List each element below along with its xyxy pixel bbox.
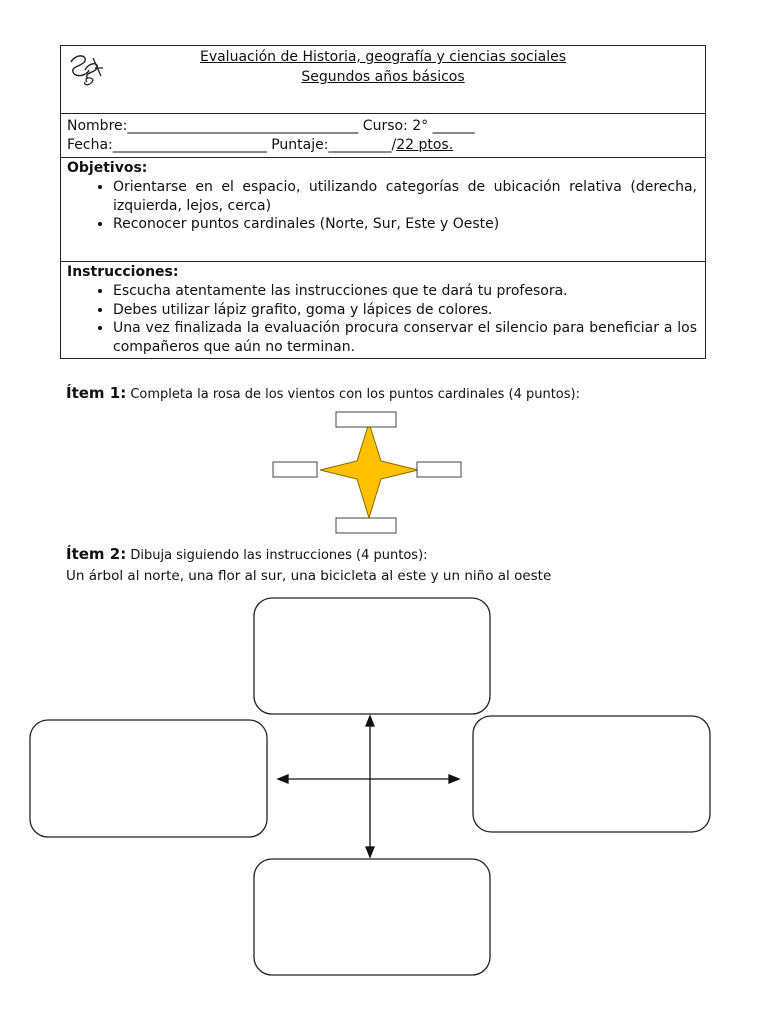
- compass-star-icon: [320, 423, 418, 518]
- item2-instruction: Un árbol al norte, una flor al sur, una bicicleta al este y un niño al oeste: [66, 568, 552, 584]
- objectives-heading: Objetivos:: [67, 160, 148, 176]
- page-subtitle: Segundos años básicos: [301, 69, 465, 85]
- cross-arrows: [278, 716, 459, 857]
- south-drawing-box[interactable]: [254, 859, 490, 975]
- date-field[interactable]: Fecha:______________________: [67, 137, 267, 153]
- instructions-heading: Instrucciones:: [67, 264, 179, 280]
- west-drawing-box[interactable]: [30, 720, 267, 837]
- instruction-item: • Escucha atentamente las instrucciones que te dará tu profesora.: [113, 282, 697, 301]
- objective-item: • Orientarse en el espacio, utilizando categorías de ubicación relativa (derecha, izquierda, lejos, cerca): [113, 178, 697, 215]
- east-drawing-box[interactable]: [473, 716, 710, 832]
- score-field[interactable]: Puntaje:_________/: [271, 137, 397, 153]
- north-drawing-box[interactable]: [254, 598, 490, 714]
- page-title: Evaluación de Historia, geografía y ciencias sociales: [199, 49, 567, 65]
- objective-item: • Reconocer puntos cardinales (Norte, Sur, Este y Oeste): [113, 215, 697, 234]
- item2-label: Ítem 2:: [66, 545, 127, 563]
- west-answer-box[interactable]: [273, 462, 317, 477]
- instruction-item: • Debes utilizar lápiz grafito, goma y lápices de colores.: [113, 301, 697, 320]
- name-field[interactable]: Nombre:_________________________________: [67, 118, 359, 134]
- south-answer-box[interactable]: [336, 518, 396, 533]
- item2-text: Dibuja siguiendo las instrucciones (4 puntos):: [130, 548, 428, 563]
- course-field[interactable]: Curso: 2° ______: [362, 118, 475, 134]
- score-total: 22 ptos.: [396, 137, 454, 153]
- east-answer-box[interactable]: [417, 462, 461, 477]
- north-answer-box[interactable]: [336, 412, 396, 427]
- item1-label: Ítem 1:: [66, 384, 127, 402]
- instruction-item: • Una vez finalizada la evaluación procura conservar el silencio para beneficiar a los compañeros que aún no terminan.: [113, 319, 697, 356]
- item1-text: Completa la rosa de los vientos con los puntos cardinales (4 puntos):: [130, 387, 580, 402]
